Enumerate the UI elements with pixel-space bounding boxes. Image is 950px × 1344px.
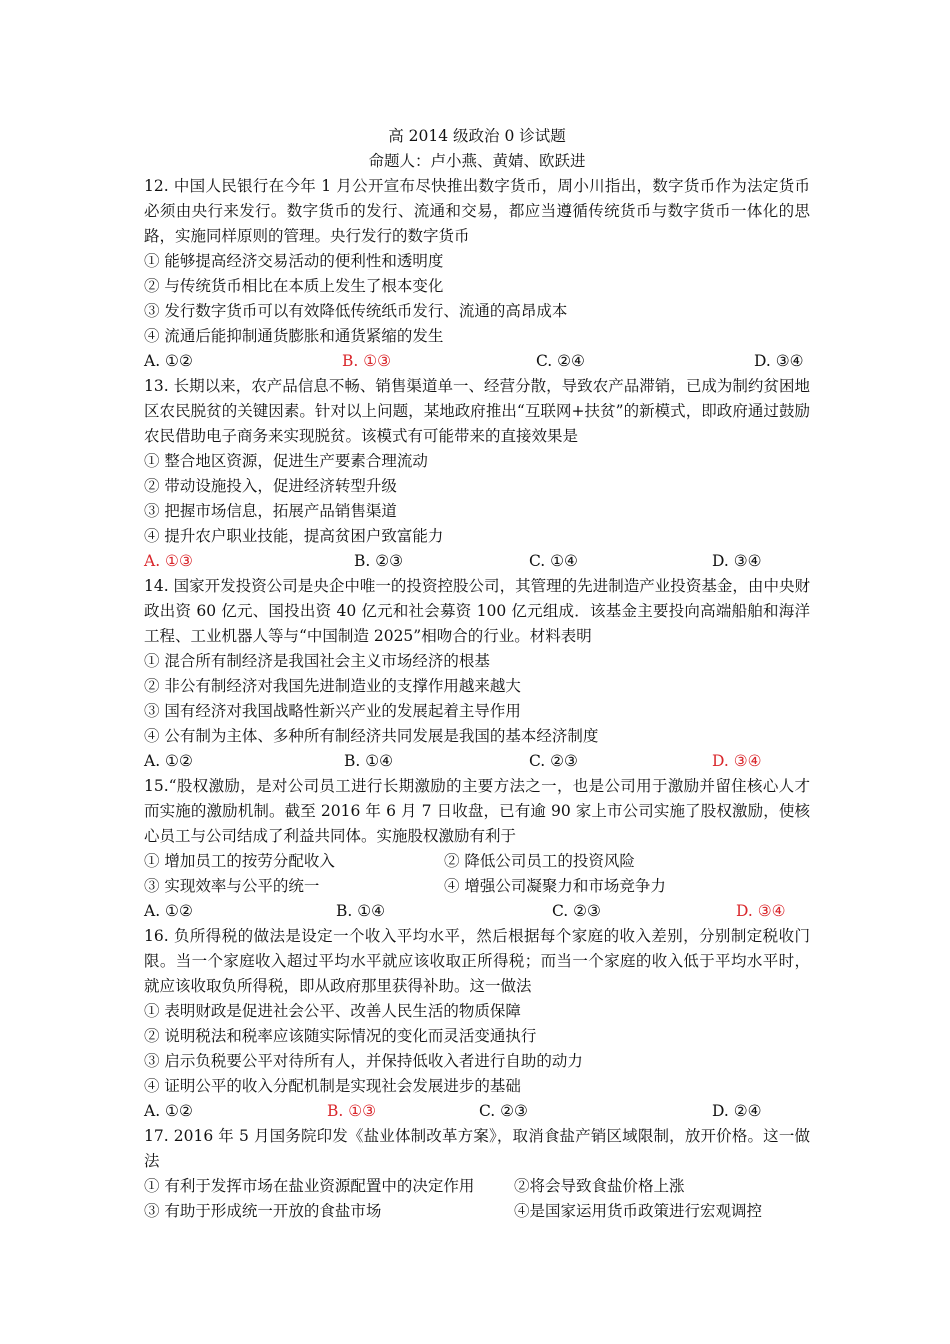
choice-item: ② 说明税法和税率应该随实际情况的变化而灵活变通执行 bbox=[144, 1027, 537, 1045]
exam-page bbox=[144, 124, 810, 1224]
exam-title: 高 2014 级政治 0 诊试题 bbox=[388, 127, 566, 145]
answer-options bbox=[144, 1099, 810, 1124]
option-a: A. ①② bbox=[144, 352, 193, 370]
option-c: C. ②③ bbox=[529, 752, 578, 770]
choice-item: ④ 增强公司凝聚力和市场竞争力 bbox=[444, 877, 666, 895]
choice-item: ② 非公有制经济对我国先进制造业的支撑作用越来越大 bbox=[144, 677, 521, 695]
option-b-correct: B. ①③ bbox=[327, 1102, 377, 1120]
question-stem: 15.“股权激励，是对公司员工进行长期激励的主要方法之一，也是公司用于激励并留住核心人才而实施的激励机制。截至 2016 年 6 月 7 日收盘，已有逾 90 家上市公司实施了股权激励，使核心员工与公司结成了利益共同体。实施股权激励有利于 bbox=[144, 777, 810, 845]
choice-item: ③ 国有经济对我国战略性新兴产业的发展起着主导作用 bbox=[144, 702, 521, 720]
answer-options bbox=[144, 549, 810, 574]
option-a: A. ①② bbox=[144, 752, 193, 770]
choice-item: ① 增加员工的按劳分配收入 bbox=[144, 852, 335, 870]
question-stem: 17. 2016 年 5 月国务院印发《盐业体制改革方案》，取消食盐产销区域限制，放开价格。这一做法 bbox=[144, 1127, 810, 1170]
option-d: D. ③④ bbox=[712, 552, 762, 570]
option-b: B. ①④ bbox=[344, 752, 394, 770]
answer-options bbox=[144, 749, 810, 774]
option-d: D. ③④ bbox=[754, 352, 804, 370]
answer-options bbox=[144, 349, 810, 374]
option-d-correct: D. ③④ bbox=[736, 902, 786, 920]
option-c: C. ①④ bbox=[529, 552, 578, 570]
choice-item: ③ 把握市场信息，拓展产品销售渠道 bbox=[144, 502, 397, 520]
question-stem: 12. 中国人民银行在今年 1 月公开宣布尽快推出数字货币，周小川指出，数字货币作为法定货币必须由央行来发行。数字货币的发行、流通和交易，都应当遵循传统货币与数字货币一体化的思路，实施同样原则的管理。央行发行的数字货币 bbox=[144, 177, 810, 245]
choice-item: ① 能够提高经济交易活动的便利性和透明度 bbox=[144, 252, 444, 270]
choice-item: ① 混合所有制经济是我国社会主义市场经济的根基 bbox=[144, 652, 490, 670]
question-14 bbox=[144, 574, 810, 774]
exam-authors: 命题人：卢小燕、黄婧、欧跃进 bbox=[368, 152, 586, 170]
choice-item: ③ 实现效率与公平的统一 bbox=[144, 877, 320, 895]
choice-item: ④ 证明公平的收入分配机制是实现社会发展进步的基础 bbox=[144, 1077, 521, 1095]
option-a-correct: A. ①③ bbox=[144, 552, 193, 570]
option-c: C. ②③ bbox=[552, 902, 601, 920]
option-a: A. ①② bbox=[144, 1102, 193, 1120]
option-d-correct: D. ③④ bbox=[712, 752, 762, 770]
option-b: B. ①④ bbox=[336, 902, 386, 920]
choice-item: ④ 流通后能抑制通货膨胀和通货紧缩的发生 bbox=[144, 327, 444, 345]
choice-row bbox=[144, 1199, 810, 1224]
option-b: B. ②③ bbox=[354, 552, 404, 570]
choice-item: ④是国家运用货币政策进行宏观调控 bbox=[514, 1202, 763, 1220]
option-a: A. ①② bbox=[144, 902, 193, 920]
choice-row bbox=[144, 1174, 810, 1199]
answer-options bbox=[144, 899, 810, 924]
question-stem: 13. 长期以来，农产品信息不畅、销售渠道单一、经营分散，导致农产品滞销，已成为制约贫困地区农民脱贫的关键因素。针对以上问题，某地政府推出“互联网+扶贫”的新模式，即政府通过鼓励农民借助电子商务来实现脱贫。该模式有可能带来的直接效果是 bbox=[144, 377, 810, 445]
option-d: D. ②④ bbox=[712, 1102, 762, 1120]
question-13 bbox=[144, 374, 810, 574]
choice-item: ② 降低公司员工的投资风险 bbox=[444, 852, 635, 870]
choice-item: ① 有利于发挥市场在盐业资源配置中的决定作用 bbox=[144, 1177, 475, 1195]
question-stem: 14. 国家开发投资公司是央企中唯一的投资控股公司，其管理的先进制造产业投资基金，由中央财政出资 60 亿元、国投出资 40 亿元和社会募资 100 亿元组成．该基金主要投向高端船舶和海洋工程、工业机器人等与“中国制造 2025”相吻合的行业。材料表明 bbox=[144, 577, 810, 645]
choice-row bbox=[144, 849, 810, 874]
choice-item: ③ 有助于形成统一开放的食盐市场 bbox=[144, 1202, 382, 1220]
question-16 bbox=[144, 924, 810, 1124]
choice-item: ① 整合地区资源，促进生产要素合理流动 bbox=[144, 452, 428, 470]
choice-row bbox=[144, 874, 810, 899]
choice-item: ④ 公有制为主体、多种所有制经济共同发展是我国的基本经济制度 bbox=[144, 727, 599, 745]
choice-item: ② 带动设施投入，促进经济转型升级 bbox=[144, 477, 397, 495]
choice-item: ④ 提升农户职业技能，提高贫困户致富能力 bbox=[144, 527, 444, 545]
choice-item: ③ 发行数字货币可以有效降低传统纸币发行、流通的高昂成本 bbox=[144, 302, 568, 320]
choice-item: ②将会导致食盐价格上涨 bbox=[514, 1177, 685, 1195]
question-stem: 16. 负所得税的做法是设定一个收入平均水平，然后根据每个家庭的收入差别，分别制定税收门限。当一个家庭收入超过平均水平就应该收取正所得税；而当一个家庭的收入低于平均水平时，就应该收取负所得税，即从政府那里获得补助。这一做法 bbox=[144, 927, 810, 995]
option-c: C. ②④ bbox=[536, 352, 585, 370]
question-17 bbox=[144, 1124, 810, 1224]
choice-item: ① 表明财政是促进社会公平、改善人民生活的物质保障 bbox=[144, 1002, 521, 1020]
option-c: C. ②③ bbox=[479, 1102, 528, 1120]
question-12 bbox=[144, 174, 810, 374]
option-b-correct: B. ①③ bbox=[342, 352, 392, 370]
question-15 bbox=[144, 774, 810, 924]
choice-item: ② 与传统货币相比在本质上发生了根本变化 bbox=[144, 277, 444, 295]
choice-item: ③ 启示负税要公平对待所有人，并保持低收入者进行自助的动力 bbox=[144, 1052, 583, 1070]
